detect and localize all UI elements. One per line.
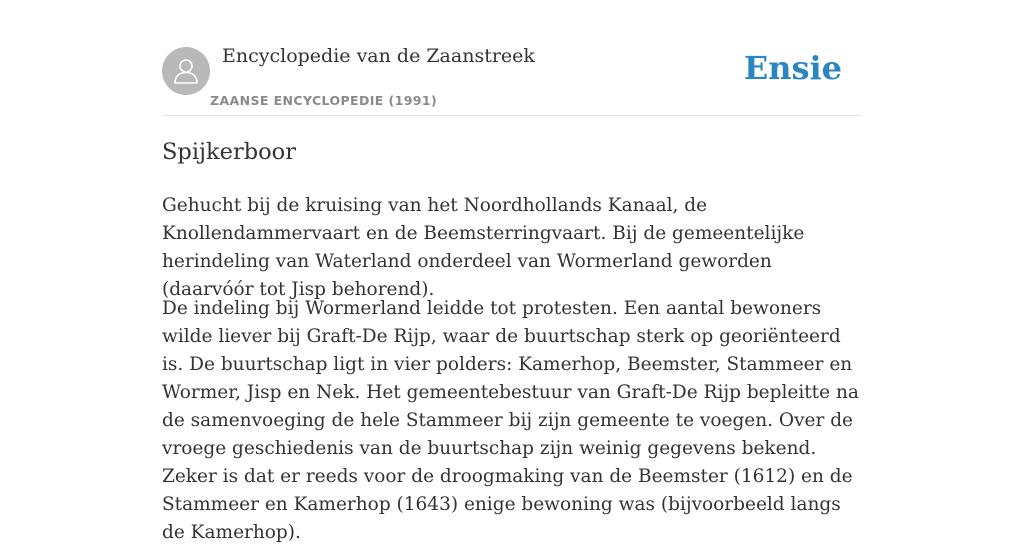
source-title-link[interactable]: Encyclopedie van de Zaanstreek xyxy=(222,45,535,67)
article-paragraph: Gehucht bij de kruising van het Noordhollands Kanaal, de Knollendammervaart en de Beemsterringvaart. Bij de gemeentelijke herindeling van Waterland onderdeel van Wormerland geworden (daarvóór tot Jisp behorend). xyxy=(162,195,805,300)
source-header xyxy=(162,0,862,116)
user-icon xyxy=(171,56,201,86)
brand-logo[interactable]: Ensie xyxy=(743,49,842,87)
content-container xyxy=(162,0,862,543)
source-subtitle: ZAANSE ENCYCLOPEDIE (1991) xyxy=(210,93,438,108)
article-paragraph: De indeling bij Wormerland leidde tot protesten. Een aantal bewoners wilde liever bij Graft-De Rijp, waar de buurtschap sterk op georiënteerd is. De buurtschap ligt in vier polders: Kamerhop, Beemster, Stammeer en Wormer, Jisp en Nek. Het gemeentebestuur van Graft-De Rijp bepleitte na de samenvoeging de hele Stammeer bij zijn gemeente te voegen. Over de vroege geschiedenis van de buurtschap zijn weinig gegevens bekend. Zeker is dat er reeds voor de droogmaking van de Beemster (1612) en de Stammeer en Kamerhop (1643) enige bewoning was (bijvoorbeeld langs de Kamerhop). xyxy=(162,298,859,543)
article-title: Spijkerboor xyxy=(162,139,296,165)
source-avatar[interactable] xyxy=(162,47,210,95)
